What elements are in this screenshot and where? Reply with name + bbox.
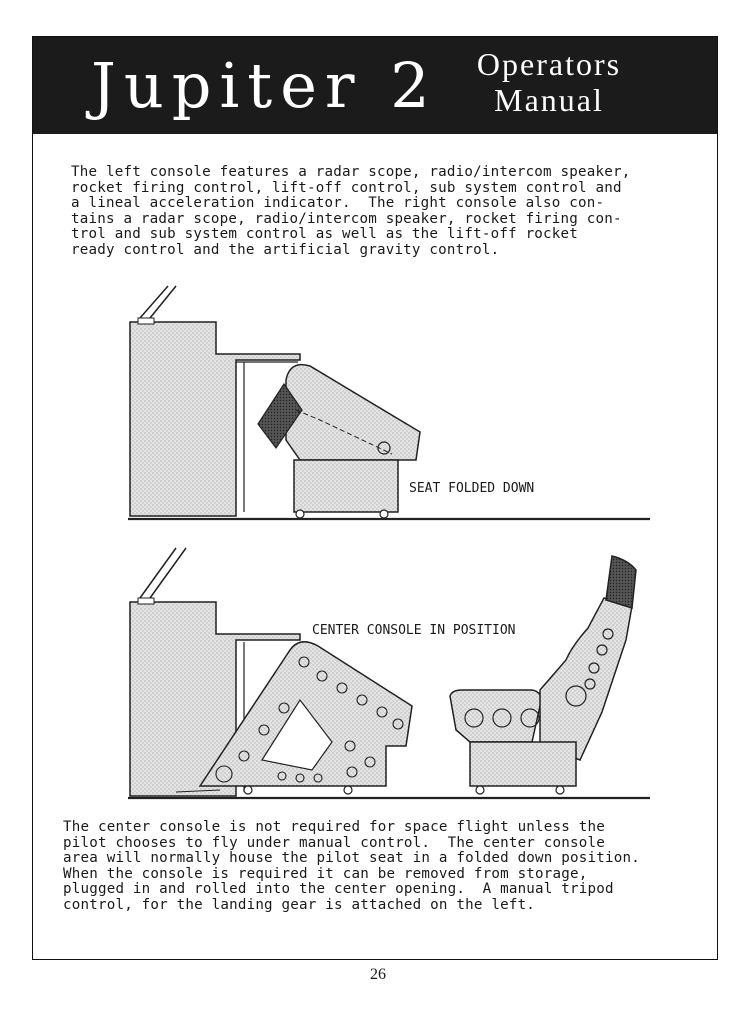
manual-title: Jupiter 2 [91, 49, 438, 122]
center-console-paragraph: The center console is not required for space flight unless the pilot chooses to fly under manual control. The center console area will normally house the pilot seat in a folded down position. When the console is required it can be removed from storage, plugged in and rolled into the center opening. A manual tripod control, for the landing gear is attached on the left. [63, 819, 640, 913]
figure-center-console [128, 548, 650, 798]
subtitle-line-2: Manual [494, 82, 604, 118]
page-number: 26 [370, 966, 386, 983]
caption-seat-folded: SEAT FOLDED DOWN [409, 481, 535, 496]
figure-seat-folded [128, 286, 650, 519]
subtitle-line-1: Operators [476, 46, 622, 82]
caption-center-console: CENTER CONSOLE IN POSITION [312, 623, 516, 638]
intro-paragraph: The left console features a radar scope, radio/intercom speaker, rocket firing control, lift-off control, sub system control and a lineal acceleration indicator. The right console also con- tains a radar scope, radio/intercom speaker, rocket firing con- trol and sub system control as well as the lift-off rocket ready control and the artificial gravity control. [71, 164, 631, 258]
